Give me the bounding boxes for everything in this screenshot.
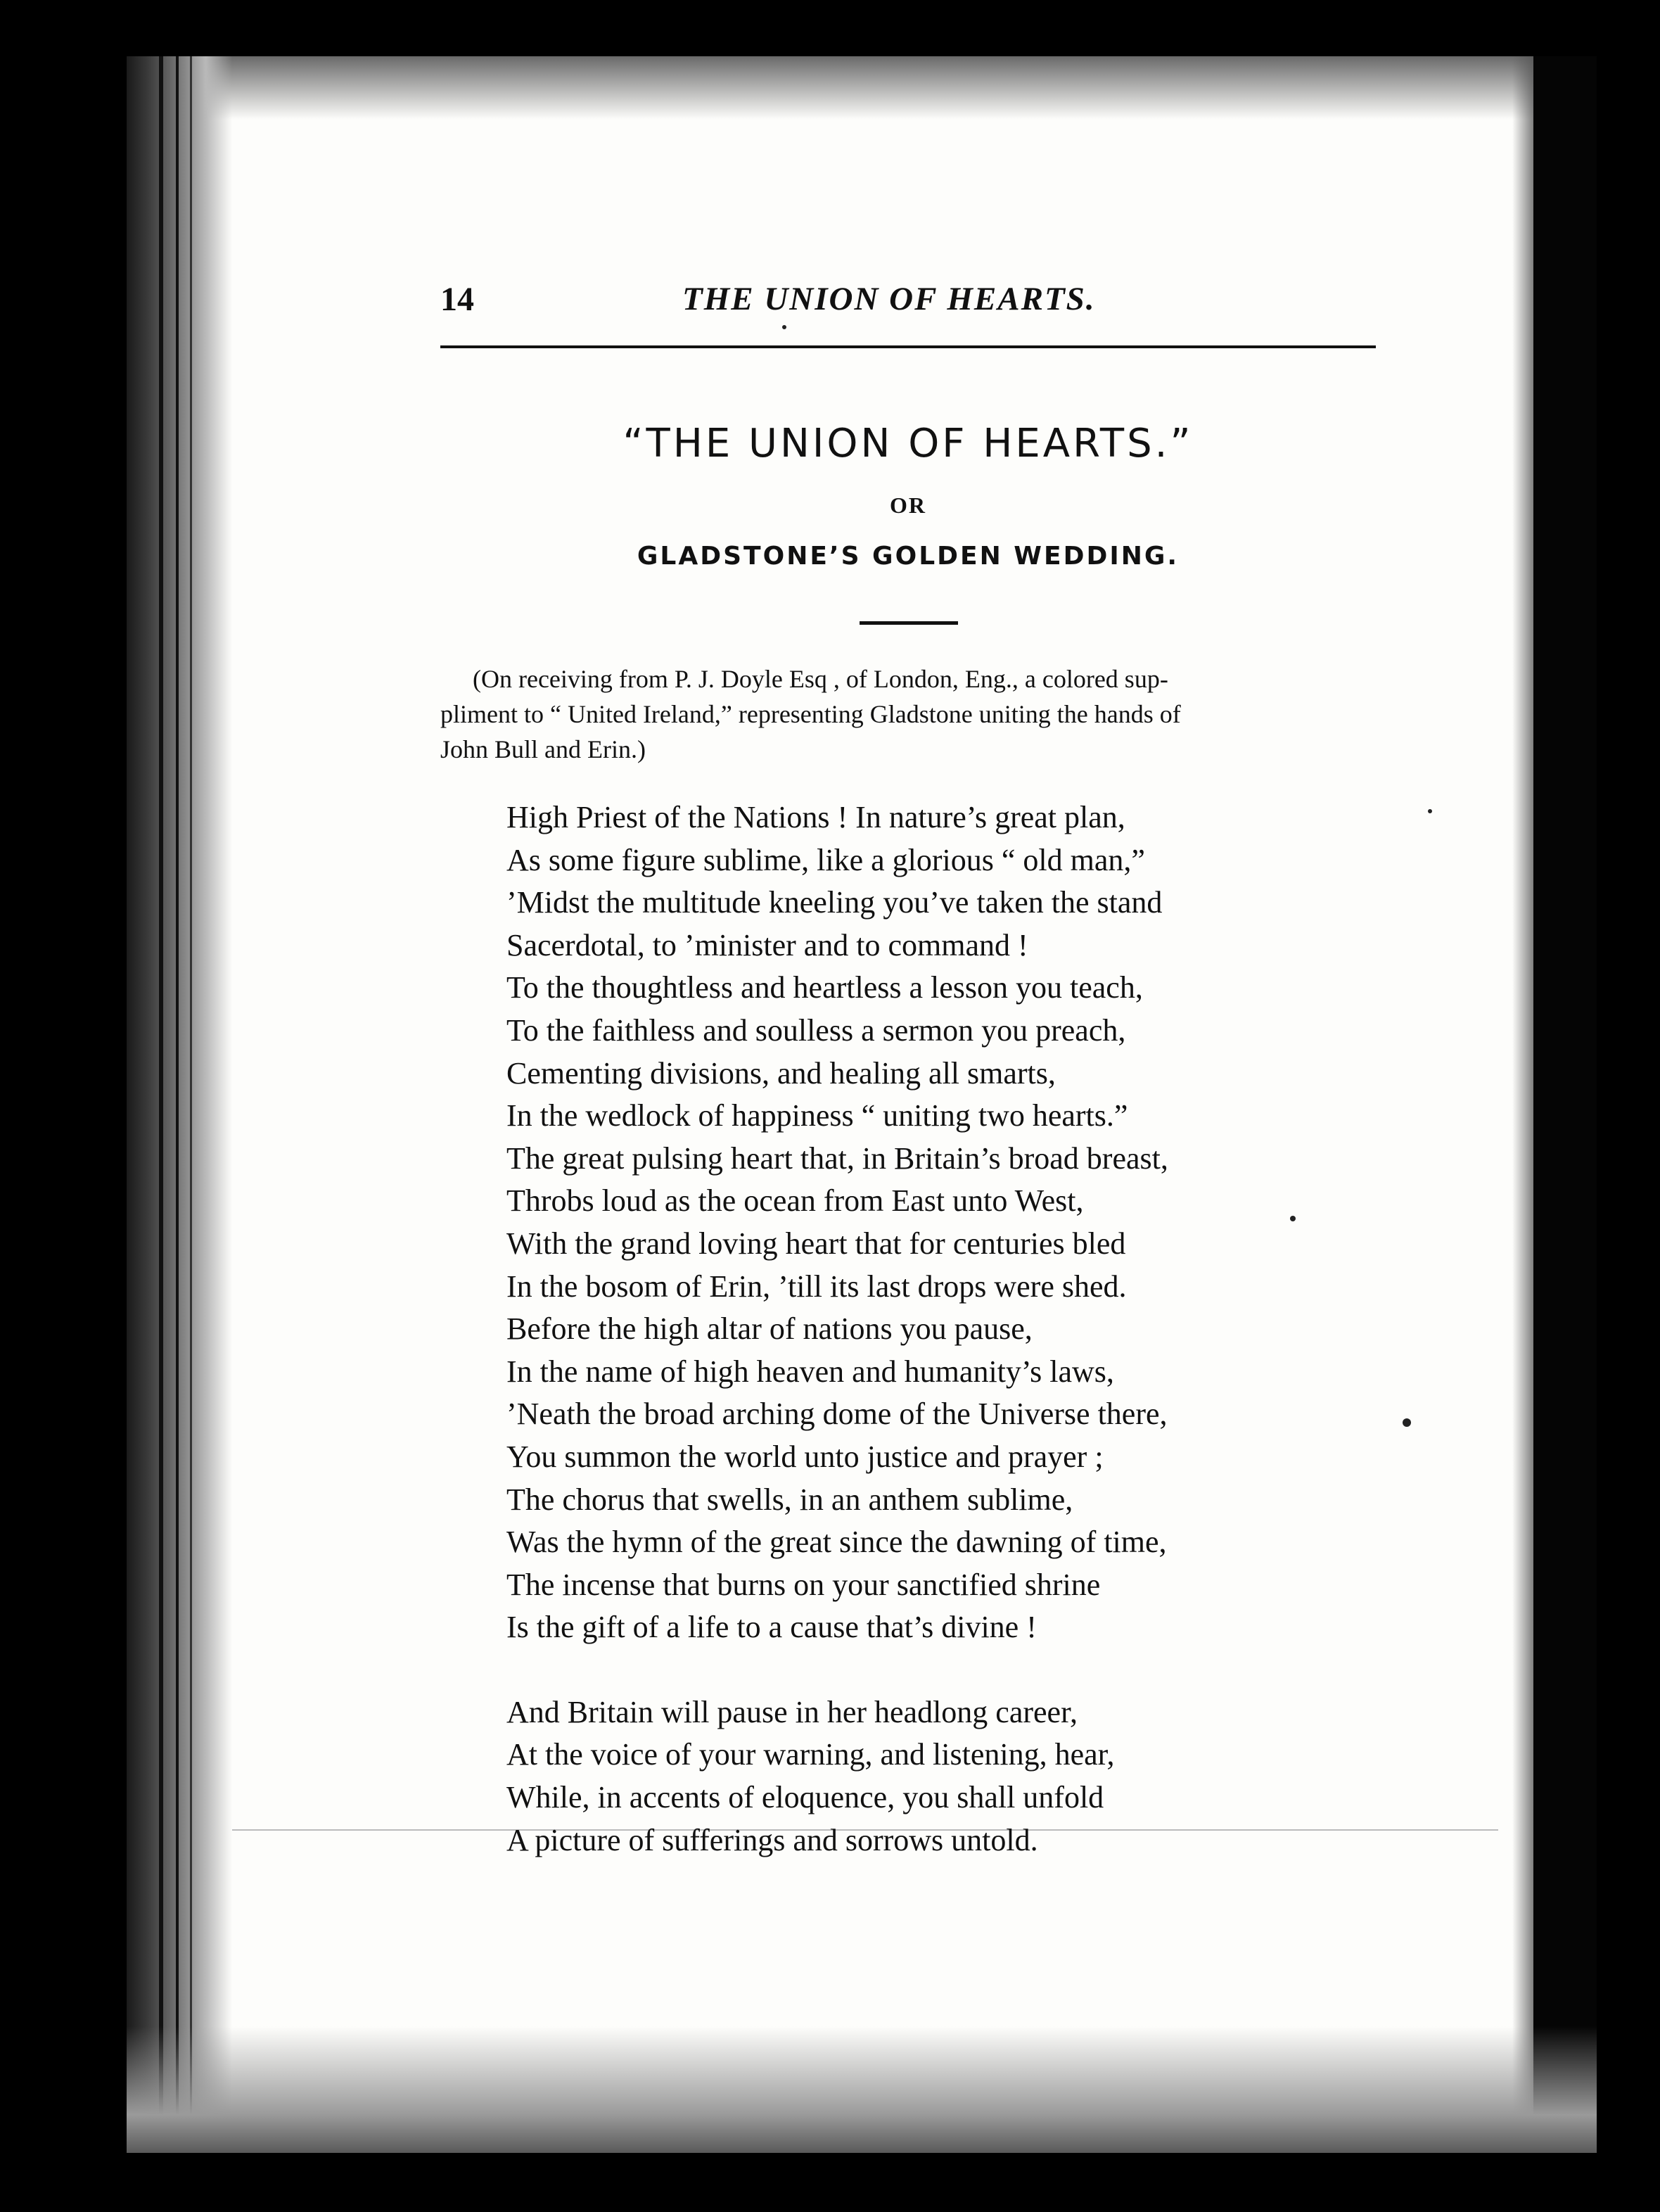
gutter-line [159,56,163,2153]
poem-line: As some figure sublime, like a glorious “ old man,” [506,842,1145,877]
header-rule [440,345,1376,348]
running-head [440,280,1376,322]
poem-line: While, in accents of eloquence, you shall unfold [506,1780,1104,1815]
dedication-note [440,661,1376,767]
poem-line: High Priest of the Nations ! In nature’s great plan, [506,800,1125,834]
poem-line: With the grand loving heart that for centuries bled [506,1226,1126,1261]
poem-line: In the wedlock of happiness “ uniting two hearts.” [506,1098,1128,1133]
scan-speck [1290,1216,1296,1221]
right-page-edge [1533,56,1597,2153]
poem-line: The incense that burns on your sanctified shrine [506,1567,1101,1602]
scan-speck [1428,809,1432,813]
gutter-line [176,56,179,2153]
page-top-shadow [127,56,1597,120]
page-bottom-shadow [127,2026,1597,2153]
running-title: THE UNION OF HEARTS. [682,281,1096,317]
poem-line: A picture of sufferings and sorrows untold. [506,1822,1038,1857]
poem-title: “THE UNION OF HEARTS.” [622,421,1194,466]
poem-line: At the voice of your warning, and listening, hear, [506,1737,1115,1772]
poem-line: In the bosom of Erin, ’till its last drops were shed. [506,1269,1127,1304]
poem-line: The chorus that swells, in an anthem sublime, [506,1482,1073,1517]
poem-body [506,796,1379,1862]
note-line: (On receiving from P. J. Doyle Esq , of London, Eng., a colored sup- [473,665,1168,693]
poem-subtitle: GLADSTONE’S GOLDEN WEDDING. [637,542,1180,571]
poem-line: You summon the world unto justice and prayer ; [506,1439,1104,1474]
poem-line: Cementing divisions, and healing all smarts, [506,1055,1056,1091]
poem-line: And Britain will pause in her headlong career, [506,1694,1078,1729]
poem-line: ’Midst the multitude kneeling you’ve taken the stand [506,885,1163,920]
scan-speck [1403,1418,1411,1427]
poem-line: Sacerdotal, to ’minister and to command ! [506,927,1028,962]
gutter-line [190,56,192,2153]
book-gutter [127,56,232,2153]
title-or: OR [890,492,926,518]
poem-line: To the faithless and soulless a sermon you preach, [506,1012,1126,1048]
page-number: 14 [440,281,474,318]
poem-line: Was the hymn of the great since the dawning of time, [506,1525,1167,1560]
stanza-break [506,1649,1379,1691]
poem-line: The great pulsing heart that, in Britain’s broad breast, [506,1140,1168,1176]
note-line: John Bull and Erin.) [440,735,646,763]
poem-line: In the name of high heaven and humanity’s laws, [506,1354,1114,1389]
scan-speck [782,325,786,329]
poem-line: Is the gift of a life to a cause that’s divine ! [506,1610,1037,1645]
poem-line: Throbs loud as the ocean from East unto West, [506,1183,1084,1219]
poem-line: To the thoughtless and heartless a lesson you teach, [506,970,1143,1005]
note-line: pliment to “ United Ireland,” representing Gladstone uniting the hands of [440,700,1181,728]
poem-line: Before the high altar of nations you pause, [506,1311,1033,1347]
title-divider [860,621,958,625]
poem-line: ’Neath the broad arching dome of the Universe there, [506,1397,1168,1432]
